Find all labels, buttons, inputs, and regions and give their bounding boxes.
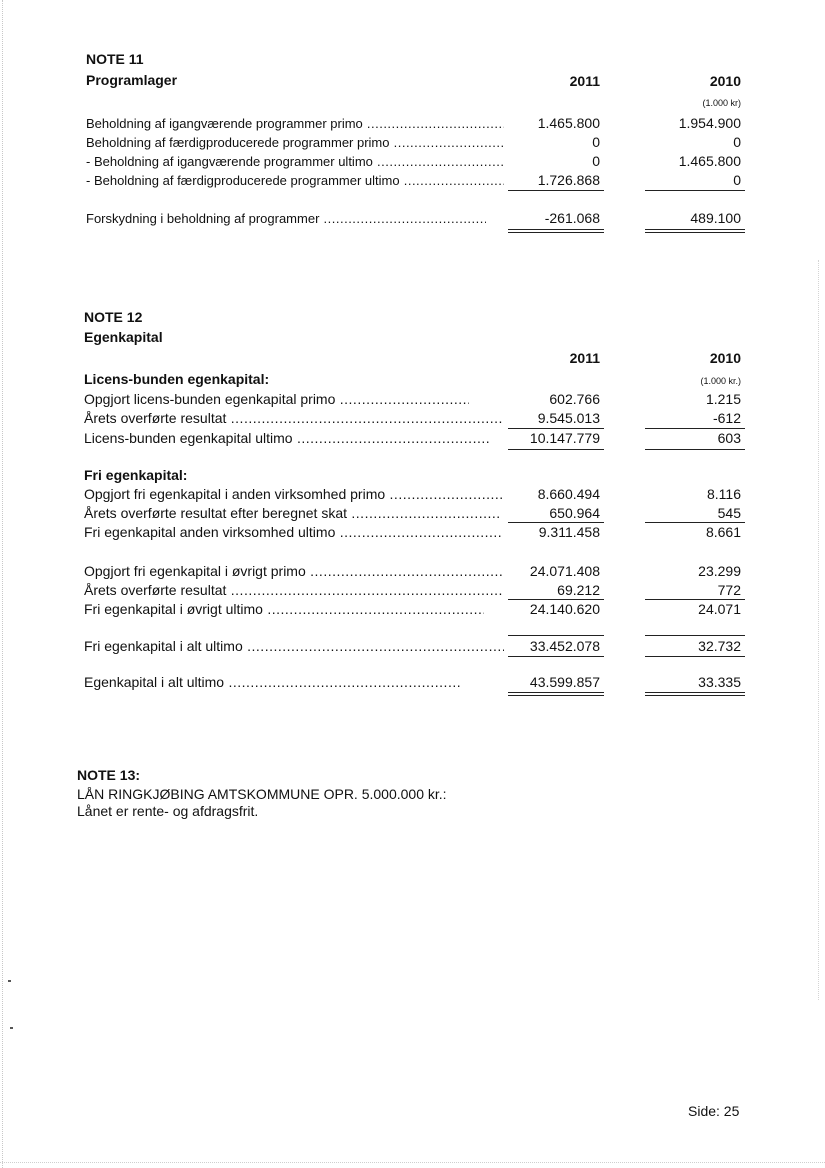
value-2011: 650.964 bbox=[549, 505, 600, 521]
row-label: Årets overførte resultat efter beregnet skat ..... bbox=[84, 504, 499, 523]
col-header-2011: 2011 bbox=[569, 73, 600, 89]
value-2011: 0 bbox=[592, 153, 600, 169]
value-2010: 1.215 bbox=[705, 391, 741, 407]
value-2010: 772 bbox=[717, 582, 741, 598]
row-label: Årets overførte resultat ..... bbox=[84, 409, 504, 428]
subtotal-rule bbox=[645, 656, 745, 657]
value-2011: 24.071.408 bbox=[529, 563, 600, 579]
row-label: Egenkapital i alt ultimo ..... bbox=[84, 673, 462, 692]
note-13-line-2: Lånet er rente- og afdragsfrit. bbox=[77, 803, 259, 819]
value-2010: 1.465.800 bbox=[678, 153, 741, 169]
value-2010: 8.661 bbox=[705, 524, 741, 540]
col-header-2010: 2010 bbox=[709, 73, 741, 89]
value-2011: 33.452.078 bbox=[529, 638, 600, 654]
scan-speck bbox=[10, 1027, 13, 1029]
fri-heading: Fri egenkapital: bbox=[84, 467, 188, 483]
value-2011: 1.726.868 bbox=[537, 172, 600, 188]
value-2010: 23.299 bbox=[698, 563, 741, 579]
row-label: - Beholdning af igangværende programmer ultimo ..... bbox=[86, 152, 504, 171]
table-row bbox=[0, 114, 825, 133]
scan-speck bbox=[8, 980, 11, 982]
table-row bbox=[0, 581, 825, 600]
table-subtotal-row bbox=[0, 600, 825, 619]
note-11-subtitle: Programlager bbox=[86, 72, 178, 88]
row-label: Licens-bunden egenkapital ultimo ..... bbox=[84, 429, 489, 448]
note-11-heading: NOTE 11 bbox=[86, 51, 144, 67]
table-subtotal-row bbox=[0, 637, 825, 656]
table-row bbox=[0, 152, 825, 171]
value-2010: 1.954.900 bbox=[678, 115, 741, 131]
table-total-row bbox=[0, 209, 825, 228]
row-label: Beholdning af igangværende programmer primo ..... bbox=[86, 114, 504, 133]
value-2011: 602.766 bbox=[549, 391, 600, 407]
value-2010: 32.732 bbox=[698, 638, 741, 654]
value-2011: -261.068 bbox=[544, 210, 600, 226]
value-2010: 8.116 bbox=[707, 486, 741, 502]
table-row bbox=[0, 485, 825, 504]
sum-rule bbox=[645, 635, 745, 636]
page-number: Side: 25 bbox=[688, 1103, 740, 1119]
row-label: Forskydning i beholdning af programmer ..... bbox=[86, 209, 486, 228]
total-double-rule bbox=[508, 692, 604, 696]
subtotal-rule bbox=[508, 449, 604, 450]
value-2010: 0 bbox=[733, 134, 741, 150]
row-label: Opgjort fri egenkapital i øvrigt primo ..... bbox=[84, 562, 504, 581]
value-2011: 43.599.857 bbox=[529, 674, 600, 690]
value-2011: 24.140.620 bbox=[529, 601, 600, 617]
total-double-rule bbox=[508, 229, 604, 233]
table-row bbox=[0, 504, 825, 523]
table-row bbox=[0, 390, 825, 409]
note-12-subtitle: Egenkapital bbox=[84, 329, 163, 345]
col-header-2011: 2011 bbox=[569, 350, 600, 366]
value-2011: 10.147.779 bbox=[529, 430, 600, 446]
value-2011: 1.465.800 bbox=[537, 115, 600, 131]
sum-rule bbox=[508, 190, 604, 191]
table-subtotal-row bbox=[0, 523, 825, 542]
licens-heading: Licens-bunden egenkapital: bbox=[84, 371, 270, 387]
note-12-heading: NOTE 12 bbox=[84, 309, 143, 325]
subtotal-rule bbox=[645, 449, 745, 450]
row-label: Opgjort licens-bunden egenkapital primo ..... bbox=[84, 390, 469, 409]
value-2010: 603 bbox=[717, 430, 741, 446]
row-label: Fri egenkapital i øvrigt ultimo ..... bbox=[84, 600, 484, 619]
subtotal-rule bbox=[508, 656, 604, 657]
sum-rule bbox=[645, 190, 745, 191]
value-2011: 8.660.494 bbox=[537, 486, 600, 502]
value-2011: 9.311.458 bbox=[538, 524, 600, 540]
value-2010: 545 bbox=[717, 505, 741, 521]
table-total-row bbox=[0, 673, 825, 692]
row-label: - Beholdning af færdigproducerede programmer ultimo ..... bbox=[86, 171, 504, 190]
note-13-heading: NOTE 13: bbox=[77, 767, 141, 783]
value-2011: 69.212 bbox=[557, 582, 600, 598]
unit-label: (1.000 kr) bbox=[702, 98, 741, 108]
row-label: Fri egenkapital anden virksomhed ultimo ..... bbox=[84, 523, 502, 542]
value-2010: 0 bbox=[733, 172, 741, 188]
table-row bbox=[0, 171, 825, 190]
scan-edge-bottom bbox=[0, 1162, 825, 1164]
value-2010: 24.071 bbox=[698, 601, 741, 617]
value-2010: 489.100 bbox=[690, 210, 741, 226]
value-2010: -612 bbox=[712, 410, 741, 426]
table-subtotal-row bbox=[0, 429, 825, 448]
value-2011: 9.545.013 bbox=[537, 410, 600, 426]
value-2011: 0 bbox=[592, 134, 600, 150]
col-header-2010: 2010 bbox=[709, 350, 741, 366]
table-row bbox=[0, 409, 825, 428]
unit-label: (1.000 kr.) bbox=[700, 376, 741, 386]
total-double-rule bbox=[645, 229, 745, 233]
row-label: Fri egenkapital i alt ultimo ..... bbox=[84, 637, 504, 656]
table-row bbox=[0, 562, 825, 581]
table-row bbox=[0, 133, 825, 152]
note-13-line-1: LÅN RINGKJØBING AMTSKOMMUNE OPR. 5.000.000 kr.: bbox=[77, 786, 447, 802]
row-label: Opgjort fri egenkapital i anden virksomhed primo ..... bbox=[84, 485, 504, 504]
value-2010: 33.335 bbox=[698, 674, 741, 690]
sum-rule bbox=[508, 635, 604, 636]
total-double-rule bbox=[645, 692, 745, 696]
section-heading bbox=[0, 466, 825, 485]
row-label: Beholdning af færdigproducerede programmer primo ..... bbox=[86, 133, 504, 152]
row-label: Årets overførte resultat ..... bbox=[84, 581, 504, 600]
